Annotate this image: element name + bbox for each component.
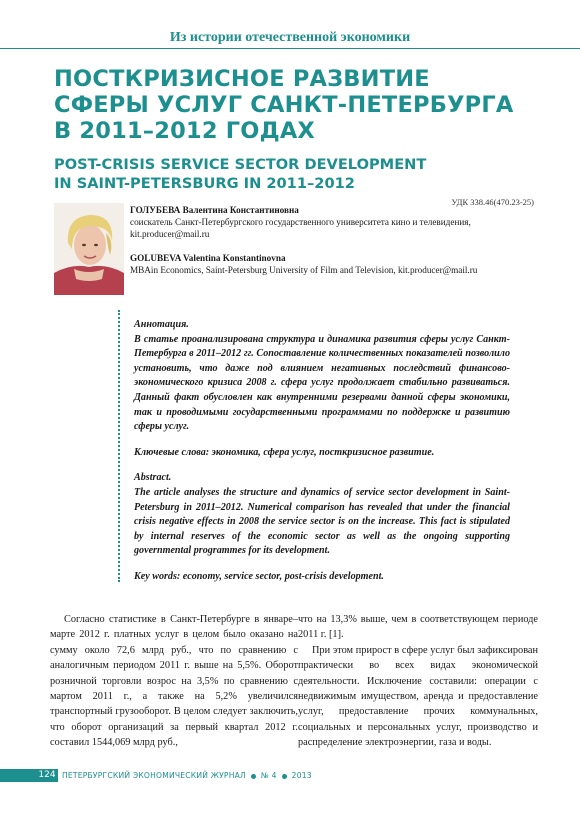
abstract-en-text: The article analyses the structure and dynamics of service sector development in Saint-Petersburg in 2011–2012. Numerical comparison has revealed that under the financial crisis negative effects in 2008 the service sector is on the increase. This fact is stipulated by internal reserves of the economic sector as well as the ongoing supporting governmental programmes for its development. bbox=[134, 486, 510, 557]
body-column-right bbox=[298, 612, 538, 751]
title-ru-line: СФЕРЫ УСЛУГ САНКТ-ПЕТЕРБУРГА bbox=[54, 92, 514, 118]
journal-year: 2013 bbox=[291, 771, 312, 780]
title-ru-line: В 2011–2012 ГОДАХ bbox=[54, 118, 315, 144]
keywords-en: Key words: economy, service sector, post-crisis development. bbox=[134, 570, 384, 582]
author-name-en: GOLUBEVA Valentina Konstantinovna bbox=[130, 253, 286, 263]
journal-issue: № 4 bbox=[260, 771, 277, 780]
page-number: 124 bbox=[36, 769, 58, 782]
section-title: Из истории отечественной экономики bbox=[169, 30, 411, 45]
author-affiliation-ru: соискатель Санкт-Петербургского государственного университета кино и телевидения, bbox=[130, 217, 471, 227]
author-block bbox=[130, 204, 530, 276]
author-photo bbox=[54, 203, 124, 295]
journal-name: ПЕТЕРБУРГСКИЙ ЭКОНОМИЧЕСКИЙ ЖУРНАЛ bbox=[62, 771, 246, 780]
bullet-icon bbox=[282, 774, 287, 779]
keywords-ru: Ключевые слова: экономика, сфера услуг, посткризисное развитие. bbox=[134, 446, 435, 458]
abstract-box bbox=[118, 310, 515, 582]
journal-info bbox=[62, 769, 312, 782]
title-en-line: POST-CRISIS SERVICE SECTOR DEVELOPMENT bbox=[54, 156, 427, 173]
article-title-en bbox=[54, 155, 554, 193]
abstract-en-label: Abstract. bbox=[134, 472, 172, 484]
author-name-ru: ГОЛУБЕВА Валентина Константиновна bbox=[130, 205, 299, 215]
udk-code: УДК 338.46(470.23-25) bbox=[451, 197, 534, 207]
abstract-ru-label: Аннотация. bbox=[134, 319, 189, 330]
abstract-ru-text: В статье проанализирована структура и динамика развития сферы услуг Санкт-Петербурга в 2011–2012 гг. Сопоставление количественных показателей позволило установить, что даже под влиянием негативных последствий финансово-экономического кризиса 2008 г. сфера услуг продолжает стабильно развиваться. Данный факт обусловлен как внутренними резервами данной сферы экономики, так и проводимыми государственными программами по поддержке и развитию сферы услуг. bbox=[134, 333, 510, 433]
section-rule bbox=[0, 48, 580, 49]
article-title-ru bbox=[54, 66, 554, 144]
author-affiliation-en: MBAin Economics, Saint-Petersburg University of Film and Television, kit.producer@mail.ru bbox=[130, 265, 478, 275]
section-header bbox=[0, 27, 580, 49]
body-paragraph: что на 13,3% выше, чем в соответствующем периоде 2011 г. [1]. bbox=[298, 614, 538, 641]
title-ru-line: ПОСТКРИЗИСНОЕ РАЗВИТИЕ bbox=[54, 66, 430, 92]
bullet-icon bbox=[251, 774, 256, 779]
body-column-left bbox=[50, 612, 298, 751]
body-paragraph: Согласно статистике в Санкт-Петербурге в январе–марте 2012 г. платных услуг в целом было оказано на сумму около 72,6 млрд руб., что по сравнению с аналогичным периодом 2011 г. выше на 5,5%. Оборот розничной торговли возрос на 3,5% по сравнению с мартом 2011 г., а также на 5,2% увеличился транспортный грузооборот. В целом следует заключить, что оборот организаций за первый квартал 2012 г. составил 1544,069 млрд руб., bbox=[50, 614, 298, 749]
author-email-ru: kit.producer@mail.ru bbox=[130, 229, 210, 239]
page-footer bbox=[0, 769, 580, 782]
footer-band bbox=[0, 769, 36, 782]
title-en-line: IN SAINT-PETERSBURG IN 2011–2012 bbox=[54, 175, 355, 192]
body-paragraph: При этом прирост в сфере услуг был зафиксирован практически во всех видах экономической деятельности. Исключение составили: операции с недвижимым имуществом, аренда и предоставление услуг, предоставление прочих коммунальных, социальных и персональных услуг, производство и распределение электроэнергии, газа и воды. bbox=[298, 644, 538, 749]
